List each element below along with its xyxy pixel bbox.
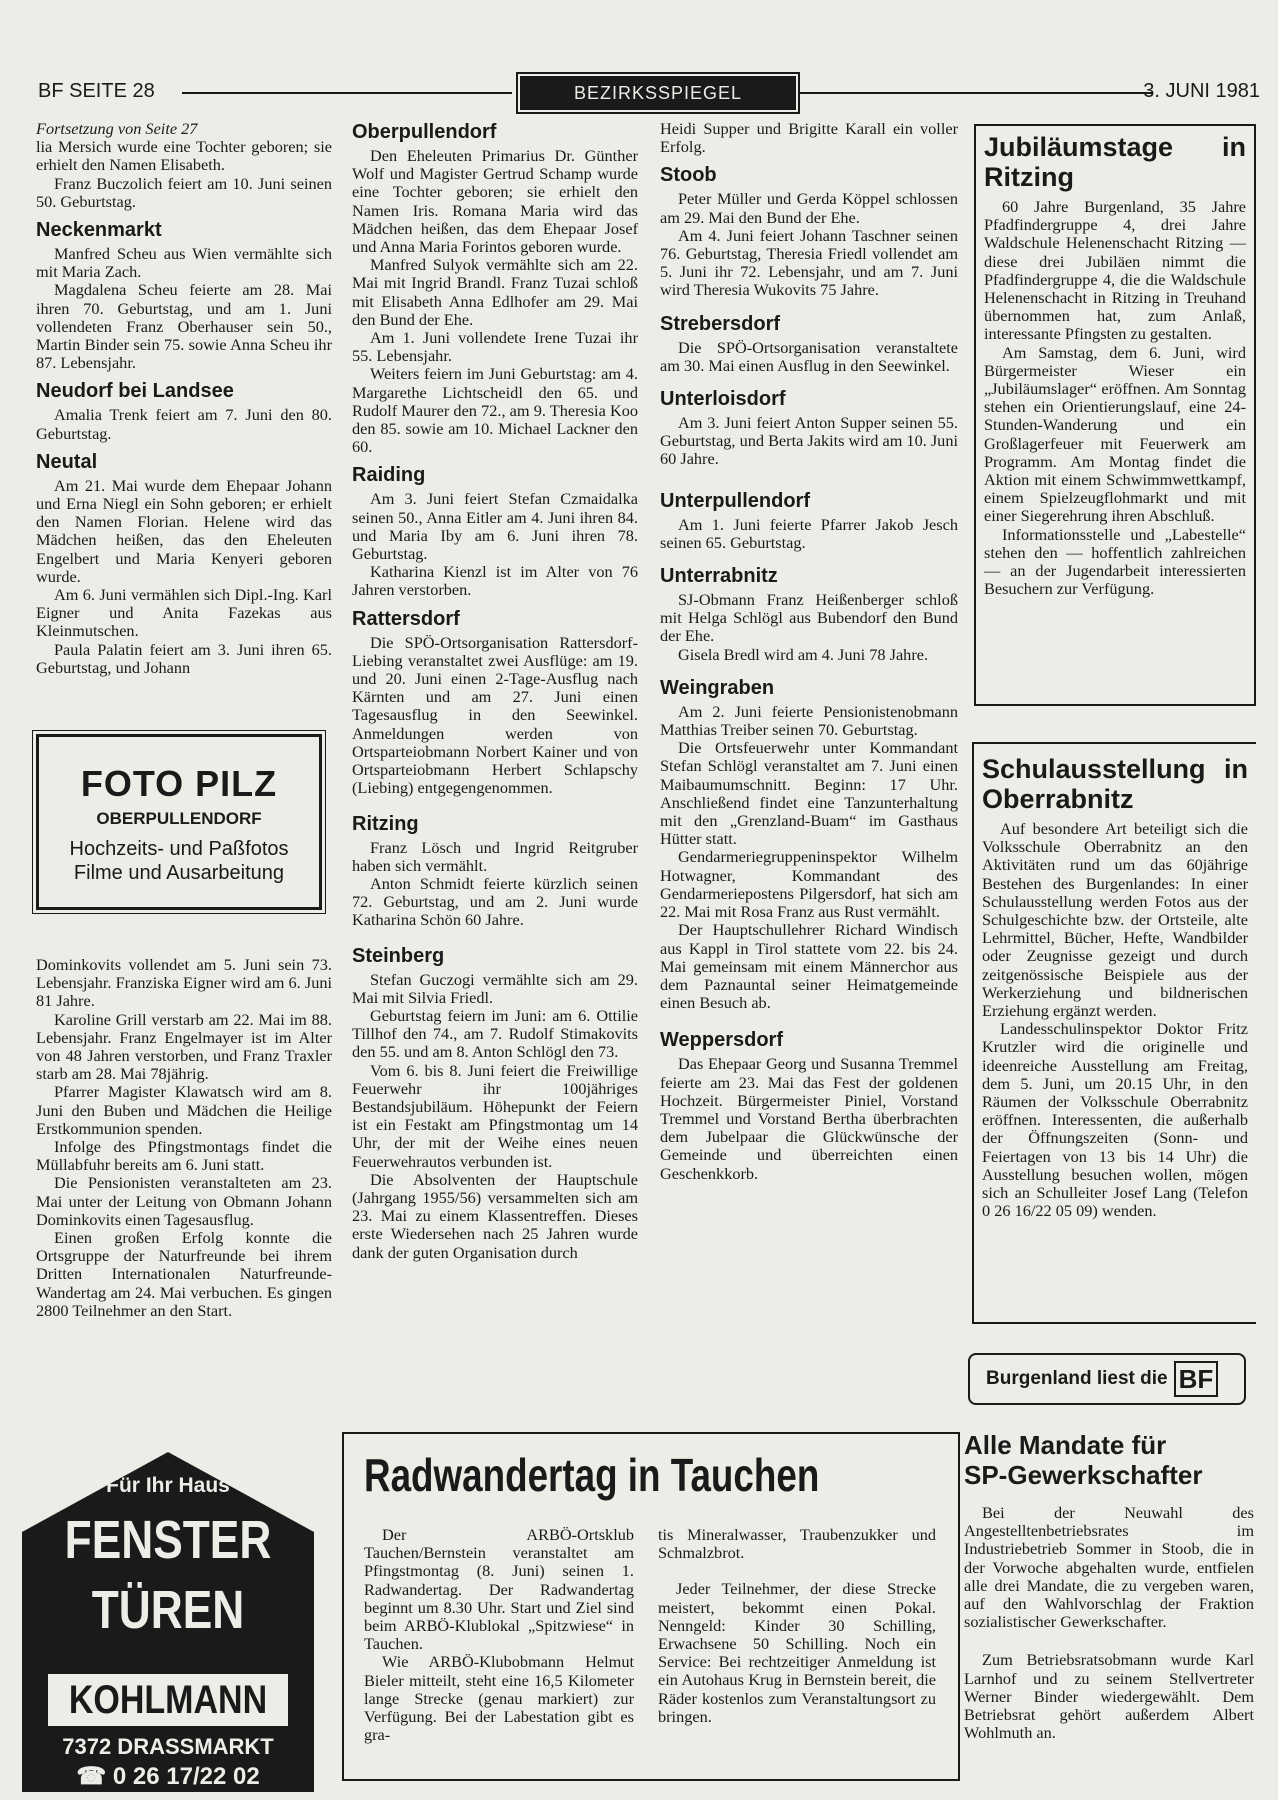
paragraph: Die SPÖ-Ortsorganisation veranstaltete am 30. Mai einen Ausflug in den Seewinkel. <box>660 337 958 375</box>
heading-weppersdorf: Weppersdorf <box>660 1029 783 1052</box>
mandate-title-1: Alle Mandate für <box>964 1430 1167 1460</box>
ad-foto-line2: Filme und Ausarbeitung <box>73 862 285 884</box>
header-rule-left <box>182 92 512 94</box>
paragraph: Gisela Bredl wird am 4. Juni 78 Jahre. <box>678 644 929 664</box>
paragraph: Gendarmeriegruppeninspektor Wilhelm Hotwagner, Kommandant des Gendarmeriepostens Pilgersdorf, hat sich am 22. Mai mit Rosa Franz aus Rust vermählt. <box>660 847 958 922</box>
paragraph: Am 21. Mai wurde dem Ehepaar Johann und Erna Niegl ein Sohn geboren; er erhielt den Namen Florian. Helene wird das Mädchen heißen, das den Eheleuten Engelbert und Maria Kenyeri geboren wurde. <box>36 475 332 586</box>
ad-phone-row <box>22 1762 314 1791</box>
phone-icon: ☎ <box>76 1763 113 1790</box>
paragraph: Einen großen Erfolg konnte die Ortsgruppe der Naturfreunde bei ihrem Dritten Internationalen Naturfreunde-Wandertag am 24. Mai verbuchen. Es gingen 2800 Teilnehmer an den Start. <box>36 1228 332 1320</box>
column-1-bottom <box>36 956 332 1320</box>
heading-rattersdorf: Rattersdorf <box>352 607 460 630</box>
paragraph: Am 3. Juni feiert Anton Supper seinen 55. Geburtstag, und Berta Jakits wird am 10. Juni 60 Jahre. <box>660 413 958 469</box>
section-title: BEZIRKSSPIEGEL <box>520 76 796 110</box>
paragraph: Landesschulinspektor Doktor Fritz Krutzler wird die originelle und ideenreiche Ausstellung am Freitag, dem 5. Juni, um 20.15 Uhr, in den Räumen der Volksschule Oberrabnitz eröffnen. Interessenten, die außerhalb der Öffnungszeiten (Sonn- und Feiertagen von 13 bis 14 Uhr) die Ausstellung besuchen wollen, mögen sich an Schulleiter Josef Lang (Telefon 0 26 16/22 05 09) wenden. <box>982 1019 1248 1221</box>
heading-oberpullendorf: Oberpullendorf <box>352 121 497 143</box>
paragraph: lia Mersich wurde eine Tochter geboren; sie erhielt den Namen Elisabeth. <box>36 137 332 175</box>
paragraph: Die Pensionisten veranstalteten am 23. Mai unter der Leitung von Obmann Johann Dominkovits einen Tagesausflug. <box>36 1173 332 1229</box>
paragraph: Anton Schmidt feierte kürzlich seinen 72. Geburtstag, und am 2. Juni wurde Katharina Schön 60 Jahre. <box>352 873 638 930</box>
heading-unterpullendorf: Unterpullendorf <box>660 489 810 512</box>
slogan-badge <box>968 1353 1246 1405</box>
column-1-top <box>36 120 332 677</box>
continuation-note: Fortsetzung von Seite 27 <box>36 119 198 138</box>
radwandertag-right <box>658 1526 936 1726</box>
paragraph: Jeder Teilnehmer, der diese Strecke meistert, bekommt einen Pokal. Nenngeld: Kinder 30 Schilling, Erwachsene 50 Schilling. Noch ein Service: Bei rechtzeitiger Anmeldung ist ein Autohaus Krug in Bernstein bereit, die Räder kostenlos zum Veranstaltungsort zu bringen. <box>658 1579 936 1726</box>
bf-logo: BF <box>1174 1361 1219 1397</box>
paragraph: Franz Buczolich feiert am 10. Juni seinen 50. Geburtstag. <box>36 173 332 211</box>
paragraph: Der Hauptschullehrer Richard Windisch aus Kappl in Tirol stattete vom 22. bis 24. Mai gemeinsam mit einem Männerchor aus dem Paznauntal seiner Heimatgemeinde einen Besuch ab. <box>660 920 958 1013</box>
paragraph: Weiters feiern im Juni Geburtstag: am 4. Margarethe Lichtscheidl den 65. und Rudolf Maurer den 72., am 9. Theresia Koo den 85. sowie am 10. Michael Lackner den 60. <box>352 364 638 457</box>
ad-foto-line1: Hochzeits- und Paßfotos <box>69 838 289 860</box>
paragraph: Am 3. Juni feiert Stefan Czmaidalka seinen 50., Anna Eitler am 4. Juni ihren 84. und Maria Iby am 6. Juni ihren 78. Geburtstag. <box>352 489 638 564</box>
paragraph: Die Absolventen der Hauptschule (Jahrgang 1955/56) versammelten sich am 23. Mai zu einem Klassentreffen. Dieses erste Wiedersehen nach 25 Jahren wurde dank der guten Organisation durch <box>352 1169 638 1262</box>
heading-neudorf: Neudorf bei Landsee <box>36 380 234 403</box>
paragraph: Bei der Neuwahl des Angestelltenbetriebsrates im Industriebetrieb Sommer in Stoob, die in der Vorwoche abgehalten wurde, entfielen alle drei Mandate, die zu vergeben waren, auf den Wahlvorschlag der Fraktion sozialistischer Gewerkschafter. <box>964 1503 1254 1632</box>
paragraph: Informationsstelle und „Labestelle“ stehen den — hoffentlich zahlreichen — an der Jugendarbeit interessierten Besuchern zur Verfügung. <box>984 524 1246 599</box>
paragraph: Die SPÖ-Ortsorganisation Rattersdorf-Liebing veranstaltet zwei Ausflüge: am 19. und 20. Juni einen 2-Tage-Ausflug nach Kärnten und am 27. Juni einen Tagesausflug in den Seewinkel. Anmeldungen werden von Ortsparteiobmann Norbert Kainer und von Ortsparteiobmann Herbert Schlapschy (Liebing) entgegengenommen. <box>352 632 638 798</box>
paragraph: Paula Palatin feiert am 3. Juni ihren 65. Geburtstag, und Johann <box>36 639 332 677</box>
heading-weingraben: Weingraben <box>660 676 775 699</box>
ad-product-tueren: TÜREN <box>91 1580 245 1640</box>
paragraph: Am 6. Juni vermählen sich Dipl.-Ing. Karl Eigner und Anita Fazekas aus Kleinmutschen. <box>36 585 332 641</box>
jubilaeum-title: Jubiläumstage in Ritzing <box>984 132 1246 192</box>
ad-phone: 0 26 17/22 02 <box>112 1763 260 1790</box>
paragraph: Heidi Supper und Brigitte Karall ein voller Erfolg. <box>660 119 958 157</box>
paragraph: Am 1. Juni vollendete Irene Tuzai ihr 55. Lebensjahr. <box>352 328 638 366</box>
slogan-text: Burgenland liest die <box>986 1368 1168 1389</box>
heading-ritzing: Ritzing <box>352 812 419 835</box>
article-mandate <box>964 1430 1254 1742</box>
paragraph: Amalia Trenk feiert am 7. Juni den 80. Geburtstag. <box>36 405 332 443</box>
radwandertag-left <box>364 1526 634 1744</box>
paragraph: Manfred Scheu aus Wien vermählte sich mit Maria Zach. <box>36 244 332 282</box>
heading-steinberg: Steinberg <box>352 944 445 967</box>
paragraph: Am 4. Juni feiert Johann Taschner seinen 76. Geburtstag, Theresia Friedl vollendet am 5. Juni ihr 72. Lebensjahr, und am 7. Juni wird Theresia Wukovits 75 Jahre. <box>660 225 958 300</box>
paragraph: Pfarrer Magister Klawatsch wird am 8. Juni den Buben und Mädchen die Heilige Erstkommunion spenden. <box>36 1082 332 1138</box>
paragraph: Auf besondere Art beteiligt sich die Volksschule Oberrabnitz an den Aktivitäten rund um das 60jährige Bestehen des Burgenlandes: In einer Schulausstellung werden Fotos aus der Schulgeschichte bzw. der Ortsteile, alte Lehrmittel, Bücher, Hefte, Wandbilder oder Zeugnisse gezeigt und durch zeitgenössische Beispiele aus der Werkerziehung und bildnerischen Erziehung ergänzt werden. <box>982 819 1248 1021</box>
issue-date: 3. JUNI 1981 <box>1143 80 1260 102</box>
paragraph: Der ARBÖ-Ortsklub Tauchen/Bernstein veranstaltet am Pfingstmontag (8. Juni) seinen 1. Radwandertag. Der Radwandertag beginnt um 8.30 Uhr. Start und Ziel sind beim ARBÖ-Klublokal „Spitzwiese“ in Tauchen. <box>364 1525 634 1654</box>
paragraph: Dominkovits vollendet am 5. Juni sein 73. Lebensjahr. Franziska Eigner wird am 6. Juni 81 Jahre. <box>36 955 332 1011</box>
heading-stoob: Stoob <box>660 164 717 187</box>
paragraph: Stefan Guczogi vermählte sich am 29. Mai mit Silvia Friedl. <box>352 969 638 1007</box>
radwandertag-title: Radwandertag in Tauchen <box>364 1449 820 1501</box>
paragraph: Vom 6. bis 8. Juni feiert die Freiwillige Feuerwehr ihr 100jähriges Bestandsjubiläum. Höhepunkt der Feiern ist ein Festakt am Pfingstmontag um 14 Uhr, der mit der Weihe eines neuen Feuerwehrautos verbunden ist. <box>352 1060 638 1171</box>
paragraph: SJ-Obmann Franz Heißenberger schloß mit Helga Schlögl aus Bubendorf den Bund der Ehe. <box>660 590 958 646</box>
paragraph: Infolge des Pfingstmontags findet die Müllabfuhr bereits am 6. Juni statt. <box>36 1137 332 1175</box>
heading-unterloisdorf: Unterloisdorf <box>660 388 786 411</box>
ad-tagline: Für Ihr Haus <box>106 1474 230 1497</box>
paragraph: Peter Müller und Gerda Köppel schlossen am 29. Mai den Bund der Ehe. <box>660 189 958 227</box>
column-2 <box>352 120 638 1262</box>
ad-foto-town: OBERPULLENDORF <box>96 809 262 828</box>
box-schulausstellung <box>972 742 1256 1324</box>
heading-strebersdorf: Strebersdorf <box>660 312 781 335</box>
paragraph: Katharina Kienzl ist im Alter von 76 Jahren verstorben. <box>352 562 638 600</box>
paragraph: Zum Betriebsratsobmann wurde Karl Larnhof und zu seinem Stellvertreter Werner Binder wiedergewählt. Dem Betriebsrat gehört außerdem Albert Wohlmuth an. <box>964 1650 1254 1743</box>
mandate-title-2: SP-Gewerkschafter <box>964 1460 1203 1490</box>
column-3 <box>660 120 958 1183</box>
heading-neckenmarkt: Neckenmarkt <box>36 219 162 242</box>
paragraph: Franz Lösch und Ingrid Reitgruber haben sich vermählt. <box>352 837 638 875</box>
heading-raiding: Raiding <box>352 464 426 487</box>
page-number: BF SEITE 28 <box>38 80 155 102</box>
paragraph: Am 2. Juni feierte Pensionistenobmann Matthias Treiber seinen 70. Geburtstag. <box>660 701 958 740</box>
header-rule-right <box>800 92 1152 94</box>
schul-title: Schulausstellung in Oberrabnitz <box>982 754 1248 814</box>
ad-fenster-kohlmann <box>22 1452 314 1792</box>
box-radwandertag <box>342 1432 960 1781</box>
paragraph: Geburtstag feiern im Juni: am 6. Ottilie Tillhof den 74., am 7. Rudolf Stimakovits den 55. und am 8. Anton Schlögl den 73. <box>352 1005 638 1062</box>
ad-foto-pilz <box>36 734 322 910</box>
paragraph: tis Mineralwasser, Traubenzukker und Schmalzbrot. <box>658 1525 936 1563</box>
ad-company: KOHLMANN <box>68 1678 268 1722</box>
paragraph: Am 1. Juni feierte Pfarrer Jakob Jesch seinen 65. Geburtstag. <box>660 514 958 552</box>
heading-unterrabnitz: Unterrabnitz <box>660 565 778 588</box>
paragraph: Manfred Sulyok vermählte sich am 22. Mai mit Ingrid Brandl. Franz Tuzai schloß mit Elisabeth Anna Edlhofer am 29. Mai den Bund der Ehe. <box>352 255 638 329</box>
paragraph: Magdalena Scheu feierte am 28. Mai ihren 70. Geburtstag, und am 1. Juni vollendeten Franz Oberhauser sein 50., Martin Binder sein 75. sowie Anna Scheu ihr 87. Lebensjahr. <box>36 280 332 373</box>
ad-product-fenster: FENSTER <box>64 1510 272 1570</box>
box-jubilaeumstage <box>974 124 1256 706</box>
heading-neutal: Neutal <box>36 450 98 473</box>
ad-address: 7372 DRASSMARKT <box>62 1734 274 1759</box>
paragraph: Am Samstag, dem 6. Juni, wird Bürgermeister Wieser ein „Jubiläumslager“ eröffnen. Am Sonntag stehen ein Orientierungslauf, eine 24-Stunden-Wanderung und ein Großlagerfeuer mit Feuerwerk am Programm. Am Montag findet die Aktion mit einem Schwimmwettkampf, einem Spielzeugflohmarkt und mit einer Siegerehrung ihren Abschluß. <box>984 342 1246 526</box>
paragraph: Die Ortsfeuerwehr unter Kommandant Stefan Schlögl veranstaltet am 7. Juni einen Maibaumumschnitt. Beginn: 17 Uhr. Anschließend findet eine Tanzunterhaltung mit den „Grenzland-Buam“ im Gasthaus Hütter statt. <box>660 738 958 849</box>
paragraph: Das Ehepaar Georg und Susanna Tremmel feierte am 23. Mai das Fest der goldenen Hochzeit. Bürgermeister Piniel, Vorstand Tremmel und Vorstand Bertha überbrachten dem Jubelpaar die Glückwünsche der Gemeinde und überreichten einen Geschenkkorb. <box>660 1054 958 1183</box>
paragraph: Wie ARBÖ-Klubobmann Helmut Bieler mitteilt, steht eine 16,5 Kilometer lange Strecke (genau markiert) zur Verfügung. Bei der Labestation gibt es gra- <box>364 1652 634 1745</box>
paragraph: Karoline Grill verstarb am 22. Mai im 88. Lebensjahr. Franz Engelmayer ist im Alter von 48 Jahren verstorben, und Franz Traxler starb am 28. Mai 78jährig. <box>36 1009 332 1084</box>
ad-foto-name: FOTO PILZ <box>80 763 278 804</box>
paragraph: 60 Jahre Burgenland, 35 Jahre Pfadfindergruppe 4, drei Jahre Waldschule Helenenschacht Ritzing — diese drei Jubiläen nimmt die Pfadfindergruppe 4, die die Waldschule Helenenschacht in Ritzing in Treuhand übernommen hat, zum Anlaß, interessante Pfingsten zu gestalten. <box>984 197 1246 344</box>
paragraph: Den Eheleuten Primarius Dr. Günther Wolf und Magister Gertrud Schamp wurde eine Tochter geboren; sie erhielt den Namen Iris. Romana Maria wird das Mädchen heißen, das dem Ehepaar Josef und Anna Maria Forintos geboren wurde. <box>352 146 638 257</box>
